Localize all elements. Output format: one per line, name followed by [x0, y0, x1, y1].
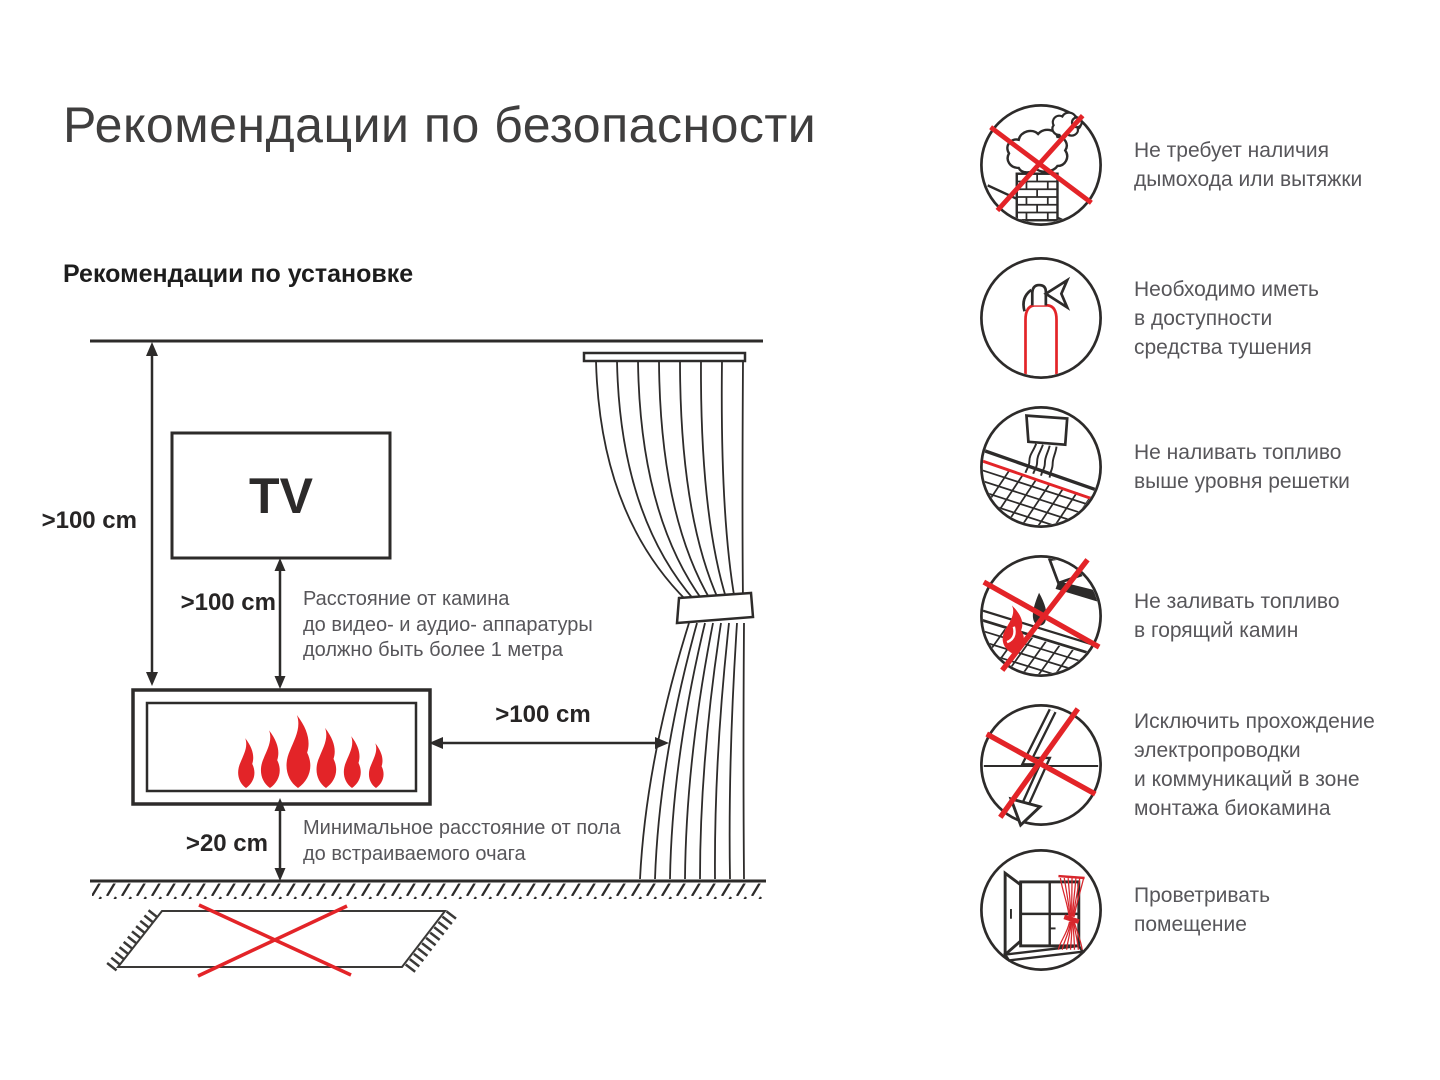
safety-item-no-chimney: Не требует наличия дымохода или вытяжки: [978, 102, 1362, 228]
tv-label: TV: [249, 467, 313, 524]
section-subtitle: Рекомендации по установке: [63, 260, 414, 288]
curtain: [584, 353, 753, 879]
no-carpet-zone: [110, 905, 452, 976]
floor-distance-note: Минимальное расстояние от пола до встраиваемого очага: [303, 817, 621, 865]
no-refill-burning-icon: [978, 553, 1104, 679]
safety-item-fuel-level: Не наливать топливо выше уровня решетки: [978, 404, 1350, 530]
safety-item-ventilate: Проветривать помещение: [978, 847, 1270, 973]
fuel-level-icon: [978, 404, 1104, 530]
no-wiring-icon: [978, 702, 1104, 828]
dim-wall-height: >100 cm: [41, 507, 137, 534]
fire-extinguisher-icon: [978, 255, 1104, 381]
dim-tv-to-fireplace: >100 cm: [180, 589, 276, 616]
safety-item-no-refill: Не заливать топливо в горящий камин: [978, 553, 1340, 679]
ventilate-icon: [978, 847, 1104, 973]
no-chimney-icon: [978, 102, 1104, 228]
tv-distance-note: Расстояние от камина до видео- и аудио- аппаратуры должно быть более 1 метра: [303, 588, 593, 661]
dim-to-curtain: >100 cm: [495, 701, 591, 728]
dim-to-floor: >20 cm: [185, 830, 268, 857]
fireplace: [133, 690, 430, 804]
page-title: Рекомендации по безопасности: [63, 97, 817, 153]
curtain-tie: [677, 593, 753, 623]
safety-item-extinguisher: Необходимо иметь в доступности средства тушения: [978, 255, 1319, 381]
safety-item-no-wiring: Исключить прохождение электропроводки и коммуникаций в зоне монтажа биокамина: [978, 702, 1375, 828]
